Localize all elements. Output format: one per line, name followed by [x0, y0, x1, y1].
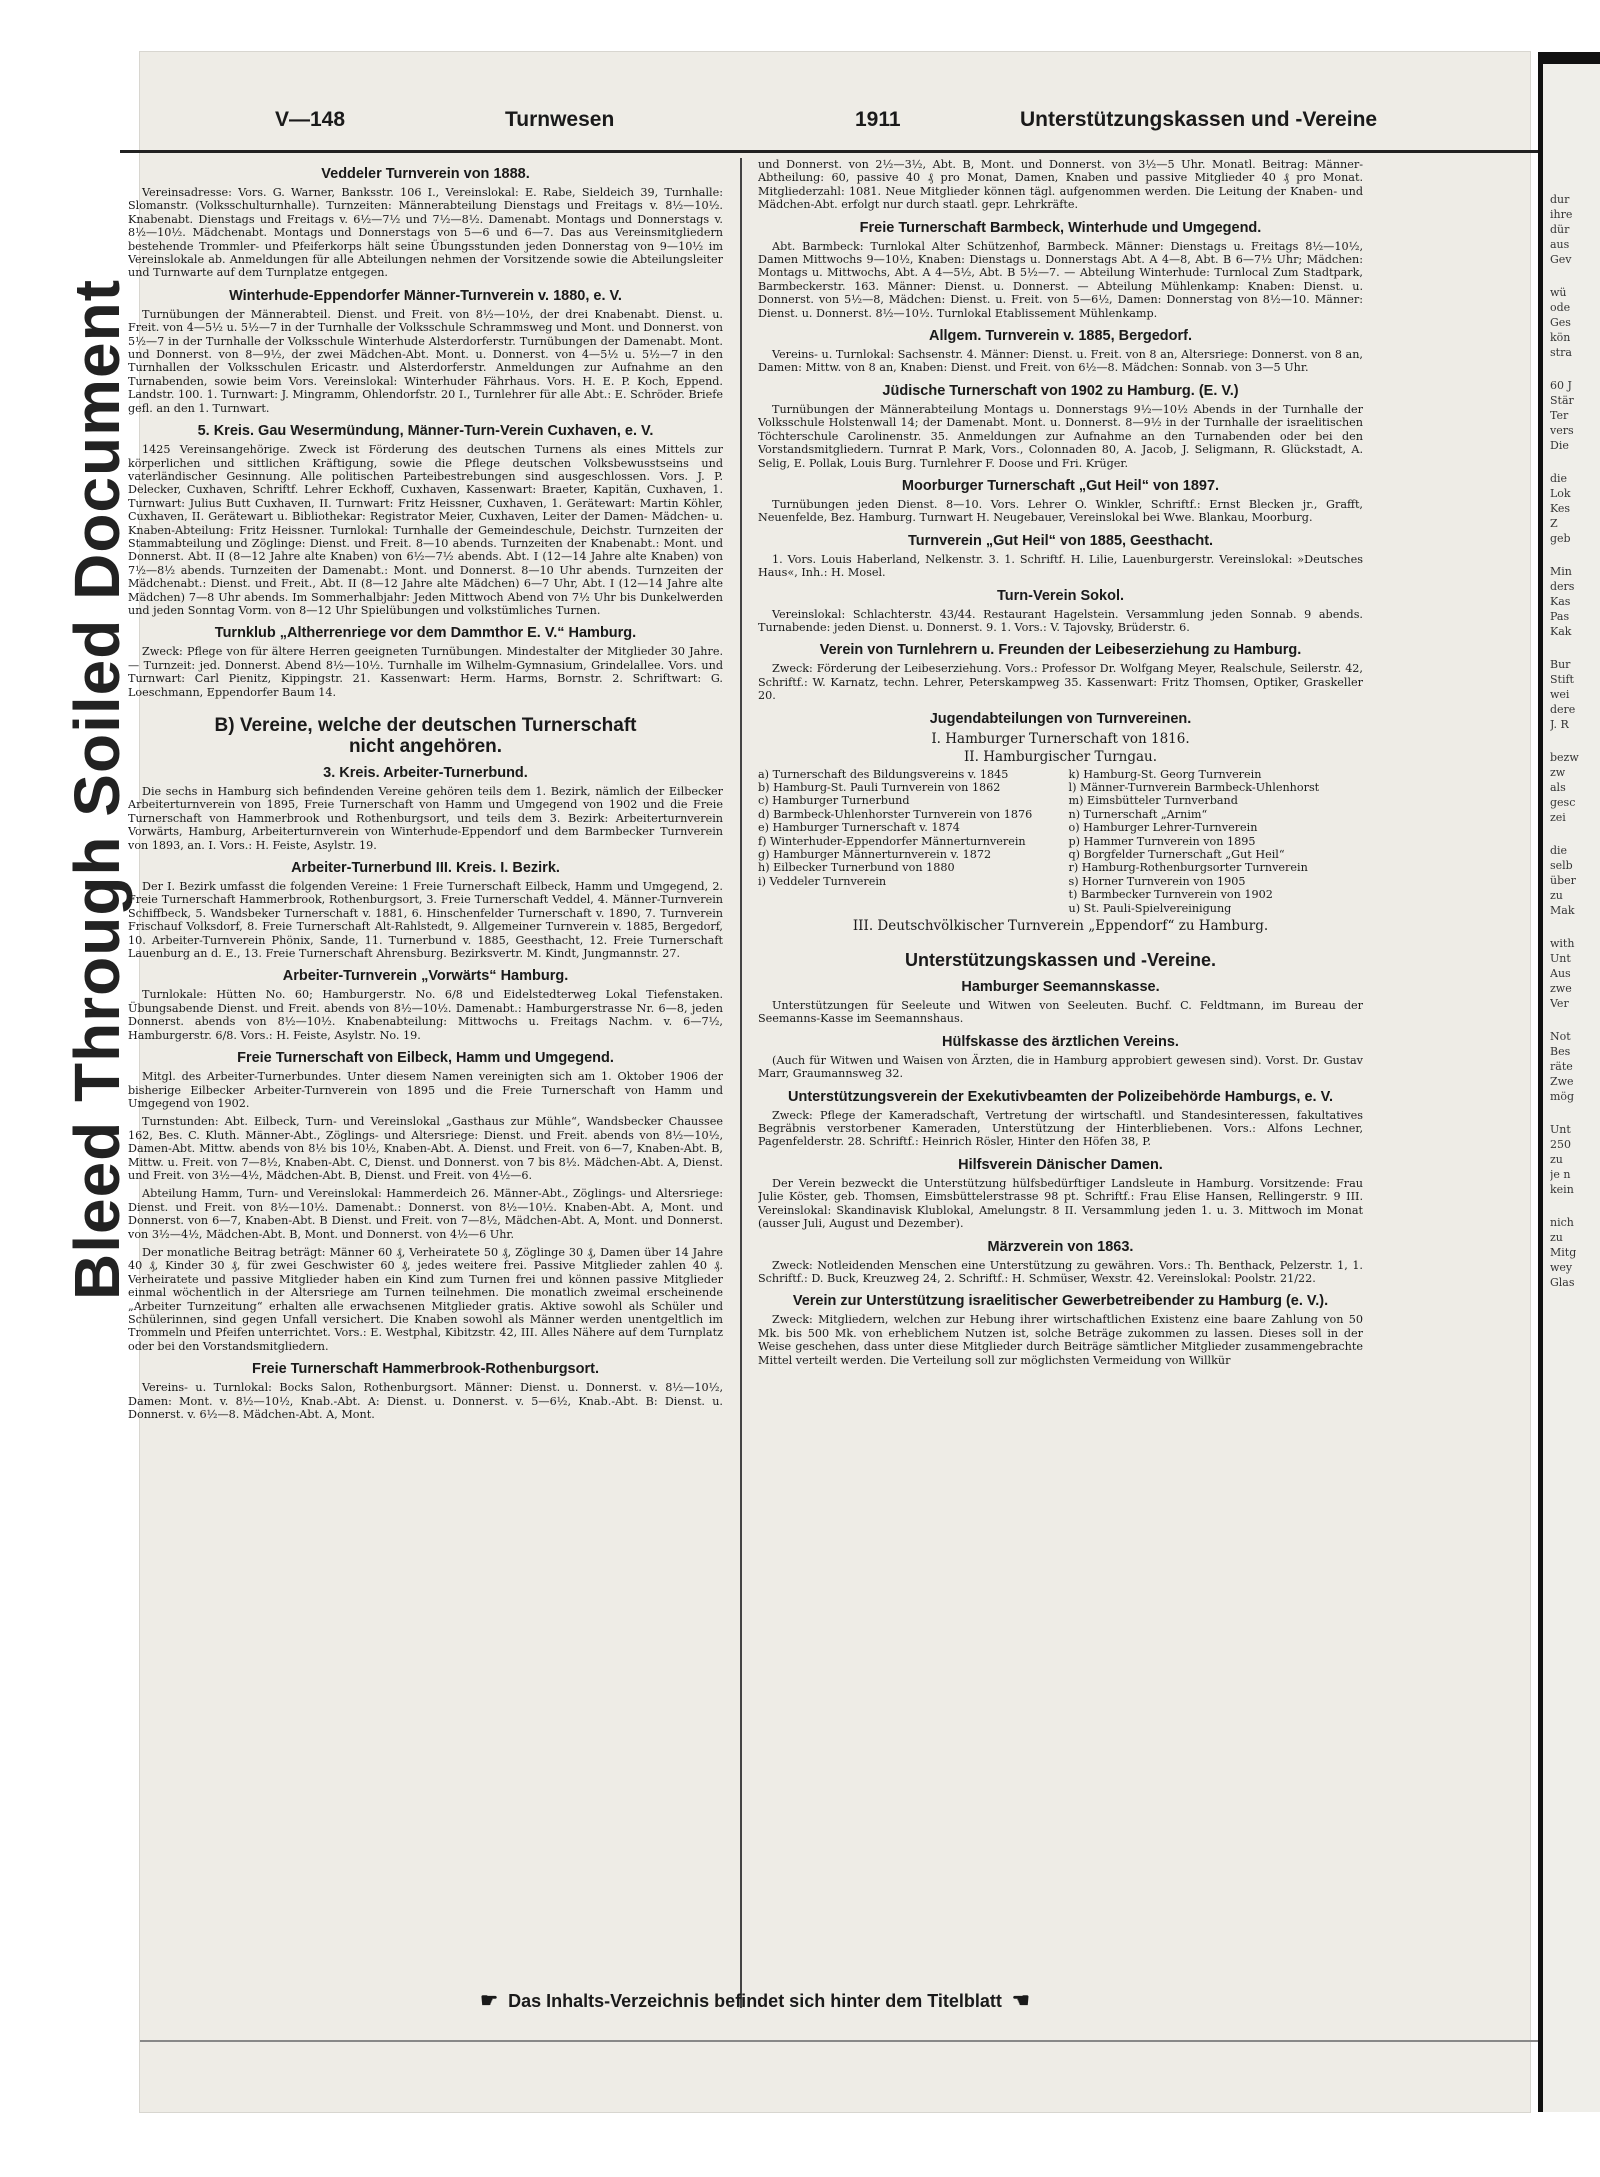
list-item: i) Veddeler Turnverein: [758, 874, 887, 888]
list-item: h) Eilbecker Turnerbund von 1880: [758, 861, 955, 875]
strip-word: zu: [1550, 889, 1563, 902]
seemann-title: Hamburger Seemannskasse.: [961, 979, 1160, 996]
list-item: e) Hamburger Turnerschaft v. 1874: [758, 821, 960, 835]
juedische-title: Jüdische Turnerschaft von 1902 zu Hamburg. (E. V.): [882, 382, 1239, 399]
strip-word: Glas: [1550, 1276, 1575, 1289]
bottom-rule: [140, 2040, 1580, 2042]
strip-word: ihre: [1550, 208, 1573, 221]
strip-word: geb: [1550, 532, 1571, 545]
bergedorf-title: Allgem. Turnverein v. 1885, Bergedorf.: [929, 328, 1192, 345]
header-rule: [120, 150, 1585, 153]
continuation-text: und Donnerst. von 2½—3½, Abt. B, Mont. und Donnerst. von 3½—5 Uhr. Monatl. Beitrag: Männer-Abtheilung: 60, passive 40 ₰ pro Monat, Damen, Knaben und passive Mitglieder 40 ₰ pro Monat. Mitgliederzahl: 1081. Neue Mitglieder können tägl. aufgenommen werden. Die Leitung der Knaben- und Mädchen-Abt. erfolgt nur durch staatl. gepr. Lehrkräfte.: [758, 158, 1363, 212]
strip-word: zwe: [1550, 982, 1572, 995]
jugend-line2: II. Hamburgischer Turngau.: [963, 748, 1158, 765]
dammthor-title: Turnklub „Altherrenriege vor dem Dammthor E. V.“ Hamburg.: [214, 625, 637, 642]
strip-word: ode: [1550, 301, 1571, 314]
bergedorf-text: Vereins- u. Turnlokal: Sachsenstr. 4. Männer: Dienst. u. Freit. von 8 an, Altersriege: Donnerst. von 8 an, Damen: Mittw. von 8 an, Knaben: Dienst. und Freit. von 6½—8. Mädchen: Sonnab. von 3—5 Uhr.: [758, 348, 1363, 375]
topic-title: Unterstützungskassen und -Vereine: [1020, 108, 1378, 131]
veddeler-text: Vereinsadresse: Vors. G. Warner, Banksstr. 106 I., Vereinslokal: E. Rabe, Sieldeich 39, Turnhalle: Slomanstr. (Volksschulturnhalle). Turnzeiten: Männerabteilung Dienstags und Freitags v. 8½—10½. Knabenabt. Dienstags und Freitags v. 6½—7½ und 7½—8½. Damenabt. Montags und Donnerstags v. 8½—10½. Mädchenabt. Montags und Donnerstags von 5—6 und 6—7. Das aus Vereinsmitgliedern bestehende Trommler- und Pfeiferkorps hält seine Übungsstunden jeden Donnerstag von 9—10½ im Vereinslokale ab. Anmeldungen für alle Abteilungen nehmen der Vorsitzende sowie die Abteilungsleiter und Turnwarte auf dem Turnplatze entgegen.: [128, 186, 723, 280]
veddeler-title: Veddeler Turnverein von 1888.: [321, 166, 530, 182]
geesthacht-title: Turnverein „Gut Heil“ von 1885, Geesthacht.: [907, 532, 1214, 549]
vorwaerts-text: Turnlokale: Hütten No. 60; Hamburgerstr. No. 6/8 und Eidelstedterweg Lokal Tiefenstaken. Übungsabende Dienst. und Freit. abends von 8½—10½. Damenabt.: Hamburgerstrasse Nr. 6—8, jeden Donnerst. abends von 8½—10½. Knabenabteilung: Mittwochs u. Freitags Nachm. v. 6—7½, Hamburgerstr. 6/8. Vors.: H. Feiste, Asylstr. No. 19.: [128, 988, 723, 1042]
adjacent-page-strip: [1538, 52, 1600, 2112]
strip-word: 250: [1550, 1138, 1571, 1151]
left-column: [128, 158, 723, 2008]
strip-word: als: [1550, 781, 1566, 794]
strip-word: nich: [1550, 1216, 1574, 1229]
strip-word: die: [1550, 472, 1568, 485]
bezirk-title: Arbeiter-Turnerbund III. Kreis. I. Bezirk.: [291, 860, 560, 877]
strip-word: vers: [1550, 424, 1574, 437]
aerzte-text: (Auch für Witwen und Waisen von Ärzten, die in Hamburg approbiert gewesen sind). Vorst. Dr. Gustav Marr, Graumannsweg 32.: [758, 1053, 1363, 1081]
strip-word: with: [1550, 937, 1575, 950]
sokol-text: Vereinslokal: Schlachterstr. 43/44. Restaurant Hagelstein. Versammlung jeden Sonnab. 9 abends. Turnabende: jeden Dienst. u. Donnerst. 9. 1. Vors.: V. Tajovsky, Brüderstr. 6.: [758, 607, 1363, 634]
strip-word: zei: [1550, 811, 1566, 824]
list-item: f) Winterhuder-Eppendorfer Männerturnverein: [758, 834, 1026, 848]
page-number: V—148: [275, 108, 346, 131]
strip-word: wei: [1550, 688, 1570, 701]
column-divider: [740, 158, 742, 2008]
strip-word: kein: [1550, 1183, 1574, 1196]
right-column: [758, 158, 1363, 2008]
section-b-title-line2: nicht angehören.: [348, 736, 503, 757]
strip-word: Die: [1550, 439, 1569, 452]
strip-word: aus: [1550, 238, 1570, 251]
list-item: c) Hamburger Turnerbund: [758, 794, 910, 808]
strip-word: Kes: [1550, 502, 1571, 515]
strip-word: über: [1550, 874, 1576, 887]
seemann-text: Unterstützungen für Seeleute und Witwen von Seeleuten. Buchf. C. Feldtmann, im Bureau der Seemanns-Kasse im Seemannshaus.: [758, 999, 1363, 1026]
strip-top-bar: [1538, 52, 1600, 64]
dammthor-text: Zweck: Pflege von für ältere Herren geeigneten Turnübungen. Mindestalter der Mitglieder 30 Jahre. — Turnzeit: jed. Donnerst. Abend 8½—10½. Turnhalle im Wilhelm-Gymnasium, Grindelallee. Vors. und Turnwart: Carl Pienitz, Kippingstr. 21. Kassenwart: Herm. Harms, Bornstr. 2. Schriftwart: G. Loeschmann, Eppendorfer Baum 14.: [128, 645, 723, 699]
daenisch-title: Hilfsverein Dänischer Damen.: [958, 1156, 1163, 1173]
strip-word: gesc: [1550, 796, 1576, 809]
pointing-hand-left-icon: ☚: [1011, 1990, 1030, 2012]
strip-word: dur: [1550, 193, 1570, 206]
strip-word: dür: [1550, 223, 1570, 236]
strip-word: stra: [1550, 346, 1572, 359]
strip-word: bezw: [1550, 751, 1579, 764]
daenisch-text: Der Verein bezweckt die Unterstützung hülfsbedürftiger Landsleute in Hamburg. Vorsitzende: Frau Julie Köster, geb. Thomsen, Eimsbüttelerstrasse 98 pt. Schriftf.: Frau Elise Hansen, Rellingerstr. 9 III. Vereinslokal: Skandinavisk Klublokal, Amelungstr. 8 II. Versammlung jeden 1. u. 3. Mittwoch im Monat (ausser Juli, August und Dezember).: [758, 1176, 1363, 1231]
strip-word: Mak: [1550, 904, 1575, 917]
eilbeck-p3: Abteilung Hamm, Turn- und Vereinslokal: Hammerdeich 26. Männer-Abt., Zöglings- und Altersriege: Dienst. und Freit. von 8½—10½. Damenabt.: Donnerst. von 8½—10½. Knaben-Abt. A, Mont. und Donnerst. von 6—7, Knaben-Abt. B Dienst. und Freit. von 7—8½, Mädchen-Abt. A, Mont. und Donnerst. von 3½—4½, Mädchen-Abt. B, Mont. und Donnerst. von 4½—6 Uhr.: [128, 1187, 723, 1241]
eilbeck-p2: Turnstunden: Abt. Eilbeck, Turn- und Vereinslokal „Gasthaus zur Mühle“, Wandsbecker Chaussee 162, Bes. C. Kluth. Männer-Abt., Zöglings- und Altersriege: Dienst. und Freit. abends von 8½—10½, Damen-Abt. Mittw. abends von 8½ bis 10½, Knaben-Abt. A. Dienst. und Freit. von 6—7, Knaben-Abt. B, Mittw. u. Freit. von 7—8½, Knaben-Abt. C, Dienst. und Donnerst. von 7 bis 8½. Mädchen-Abt. A, Dienst. und Freit. von 3½—4½, Mädchen-Abt. B, Dienst. und Freit. von 4½—6.: [128, 1115, 723, 1182]
geesthacht-text: 1. Vors. Louis Haberland, Nelkenstr. 3. 1. Schriftf. H. Lilie, Lauenburgerstr. Vereinslokal: »Deutsches Haus«, Inh.: H. Mosel.: [758, 552, 1363, 580]
list-item: u) St. Pauli-Spielvereinigung: [1068, 901, 1232, 915]
hammerbrook-text: Vereins- u. Turnlokal: Bocks Salon, Rothenburgsort. Männer: Dienst. u. Donnerst. v. 8½—10½, Damen: Mont. v. 8½—10½, Knab.-Abt. A: Dienst. u. Donnerst. v. 5—6½, Knab.-Abt. B: Dienst. u. Donnerst. v. 6½—8. Mädchen-Abt. A, Mont.: [128, 1381, 723, 1422]
eilbeck-title: Freie Turnerschaft von Eilbeck, Hamm und Umgegend.: [237, 1050, 614, 1067]
jugend-list-left: [758, 768, 1053, 915]
section-b-title-line1: B) Vereine, welche der deutschen Turnerschaft: [214, 715, 637, 736]
margin-label: Bleed Through Soiled Document: [61, 278, 133, 1300]
maerz-title: Märzverein von 1863.: [987, 1238, 1134, 1255]
strip-word: Aus: [1550, 967, 1571, 980]
strip-word: wey: [1550, 1261, 1573, 1274]
list-item: g) Hamburger Männerturnverein v. 1872: [758, 848, 992, 861]
maerz-text: Zweck: Notleidenden Menschen eine Unterstützung zu gewähren. Vors.: Th. Benthack, Pelzerstr. 1, 1. Schriftf.: D. Buck, Kreuzweg 24, 2. Schriftf.: H. Schmüser, Wexstr. 42. Vereinslokal: Poolstr. 21/22.: [758, 1258, 1363, 1285]
section-title: Turnwesen: [505, 108, 615, 131]
bezirk-text: Der I. Bezirk umfasst die folgenden Vereine: 1 Freie Turnerschaft Eilbeck, Hamm und Umgegend, 2. Freie Turnerschaft Hammerbrook, Rothenburgsort, 3. Freie Turnerschaft Veddel, 4. Männer-Turnverein Schiffbeck, 5. Wandsbeker Turnerschaft v. 1881, 6. Hinschenfelder Turnerschaft v. 1890, 7. Turnverein Frischauf Volksdorf, 8. Freie Turnerschaft Alt-Rahlstedt, 9. Allgemeiner Turnverein v. 1885, Bergedorf, 10. Arbeiter-Turnverein Phönix, Sande, 11. Turnerbund v. 1885, Geesthacht, 12. Freie Turnerschaft Lauenburg an d. E., 13. Freie Turnerschaft Ahrensburg. Bezirksvertr. M. Kindt, Jungmannstr. 27.: [128, 880, 723, 961]
moorburg-text: Turnübungen jeden Dienst. 8—10. Vors. Lehrer O. Winkler, Schriftf.: Ernst Blecken jr., Grafft, Neuenfelde, Bez. Hamburg. Turnwart H. Neugebauer, Vereinslokal bei Wwe. Blankau, Moorburg.: [758, 497, 1363, 525]
list-item: p) Hammer Turnverein von 1895: [1068, 834, 1256, 848]
vorwaerts-title: Arbeiter-Turnverein „Vorwärts“ Hamburg.: [282, 968, 569, 985]
strip-word: selb: [1550, 859, 1573, 872]
strip-word: Min: [1550, 565, 1572, 578]
list-item: o) Hamburger Lehrer-Turnverein: [1068, 821, 1258, 835]
strip-word: zu: [1550, 1153, 1563, 1166]
section-b-kreis: 3. Kreis. Arbeiter-Turnerbund.: [323, 765, 528, 781]
strip-word: Gev: [1550, 253, 1572, 266]
strip-word: Kak: [1550, 625, 1572, 638]
winterhude-title: Winterhude-Eppendorfer Männer-Turnverein v. 1880, e. V.: [229, 287, 622, 304]
strip-word: ders: [1550, 580, 1575, 593]
strip-word: kön: [1550, 331, 1571, 344]
strip-word: Bes: [1550, 1045, 1571, 1058]
strip-word: zu: [1550, 1231, 1563, 1244]
eilbeck-p1: Mitgl. des Arbeiter-Turnerbundes. Unter diesem Namen vereinigten sich am 1. Oktober 1906 der bisherige Eilbecker Arbeiter-Turnverein von 1895 und die Freie Turnerschaft von Hamm und Umgegend von 1902.: [128, 1070, 723, 1110]
cuxhaven-text: 1425 Vereinsangehörige. Zweck ist Förderung des deutschen Turnens als eines Mittels zur körperlichen und sittlichen Kräftigung, sowie die Pflege deutschen Volksbewusstseins und vaterländischer Gesinnung. Alle politischen Parteibestrebungen sind ausgeschlossen. Vors. J. P. Delecker, Cuxhaven, Schriftf. Lehrer Eckhoff, Cuxhaven, Kassenwart: Braeter, Kapitän, Cuxhaven, 1. Turnwart: Julius Butt Cuxhaven, II. Turnwart: Fritz Heissner, Cuxhaven, 1. Gerätewart: Martin Köhler, Cuxhaven, II. Gerätewart u. Bibliothekar: Registrator Meier, Cuxhaven, Leiter der Damen- Mädchen- u. Knaben-Abteilung: Fritz Heissner. Turnlokal: Turnhalle der Gemeindeschule, Deichstr. Turnzeiten der Stammabteilung und Zöglinge: Dienst. und Freit. 8—10 abends. Turnzeiten der Knabenabt.: Mont. und Donnerst. Abt. II (8—12 Jahre alte Knaben) von 6½—7½ abends. Abt. I (12—14 Jahre alte Knaben) von 7½—8½ abends. Turnzeiten der Damenabt.: Mont. und Donnerst. 8—10 Uhr abends. Turnzeiten der Mädchenabt.: Dienst. und Freit., Abt. II (8—12 Jahre alte Mädchen) 6—7 Uhr, Abt. I (12—14 Jahre alte Mädchen) 7—8 Uhr abends. Im Sommerhalbjahr: Jeden Mittwoch Abend von 7½ Uhr bis Dunkelwerden und jeden Sonntag Vorm. von 8—12 Uhr Spielübungen und volkstümliches Turnen.: [128, 443, 723, 617]
list-item: t) Barmbecker Turnverein von 1902: [1068, 888, 1273, 902]
list-item: n) Turnerschaft „Arnim“: [1068, 807, 1208, 821]
list-item: b) Hamburg-St. Pauli Turnverein von 1862: [758, 780, 1001, 794]
israel-title: Verein zur Unterstützung israelitischer Gewerbetreibender zu Hamburg (e. V.).: [792, 1293, 1329, 1310]
jugend-line1: I. Hamburger Turnerschaft von 1816.: [931, 730, 1190, 747]
strip-word: Not: [1550, 1030, 1571, 1043]
sokol-title: Turn-Verein Sokol.: [996, 587, 1125, 604]
jugend-line3: III. Deutschvölkischer Turnverein „Eppendorf“ zu Hamburg.: [852, 918, 1269, 935]
year: 1911: [855, 108, 901, 131]
strip-word: Ter: [1550, 409, 1569, 422]
strip-edge-bar: [1538, 52, 1543, 2112]
strip-word: Zwe: [1550, 1075, 1574, 1088]
strip-words: [1550, 192, 1598, 1308]
pointing-hand-right-icon: ☛: [480, 1990, 499, 2012]
list-item: l) Männer-Turnverein Barmbeck-Uhlenhorst: [1068, 780, 1320, 794]
list-item: s) Horner Turnverein von 1905: [1068, 874, 1246, 888]
jugend-list: [758, 768, 1363, 915]
strip-word: Z: [1550, 517, 1558, 530]
strip-word: zw: [1550, 766, 1566, 779]
strip-word: Bur: [1550, 658, 1571, 671]
winterhude-text: Turnübungen der Männerabteil. Dienst. und Freit. von 8½—10½, der drei Knabenabt. Dienst. u. Freit. von 4—5½ u. 5½—7 in der Turnhalle der Volksschule Schrammsweg und Mont. und Donnerst. von 5½—7 in der Turnhalle der Volksschule Winterhude Alsterdorferstr. Turnübungen der Damenabt. Mont. und Donnerst. von 8—9½, der zwei Mädchen-Abt. Mont. u. Donnerst. von 4—5½ u. 5½—7 in den Turnhallen der Volksschulen Ericastr. und Alsterdorferstr. Anmeldungen zur Aufnahme an den Turnabenden, sowie beim Vors. Vereinslokal: Winterhuder Fährhaus. Vors. H. E. P. Koch, Eppend. Landstr. 100. 1. Turnwart: J. Mingramm, Ohlendorfstr. 20 I., Turnlehrer für alle Abt.: E. Schröder. Briefe gefl. an den 1. Turnwart.: [128, 307, 723, 415]
strip-word: dere: [1550, 703, 1576, 716]
strip-word: räte: [1550, 1060, 1573, 1073]
strip-word: mög: [1550, 1090, 1575, 1103]
strip-word: Lok: [1550, 487, 1571, 500]
strip-word: Unt: [1550, 952, 1571, 965]
turnlehrer-title: Verein von Turnlehrern u. Freunden der Leibeserziehung zu Hamburg.: [819, 642, 1302, 659]
hammerbrook-title: Freie Turnerschaft Hammerbrook-Rothenburgsort.: [252, 1361, 599, 1378]
strip-word: 60 J: [1550, 379, 1572, 392]
section-b-text: Die sechs in Hamburg sich befindenden Vereine gehören teils dem 1. Bezirk, nämlich der Eilbecker Arbeiterturnverein von 1895, Freie Turnerschaft von Hamm und Umgegend von 1902 und die Freie Turnerschaft von Hammerbrook und Rothenburgsort, und teils dem 3. Bezirk: Arbeiterturnverein Vorwärts, Hamburg, Arbeiterturnverein von Winterhude-Eppendorf und dem Barmbecker Turnverein von 1893, an. I. Vors.: H. Feiste, Asylstr. 19.: [128, 785, 723, 852]
strip-word: Stift: [1550, 673, 1574, 686]
strip-word: je n: [1550, 1168, 1571, 1181]
juedische-text: Turnübungen der Männerabteilung Montags u. Donnerstags 9½—10½ Abends in der Turnhalle der Volksschule Holstenwall 14; der Damenabt. Mont. u. Donnerst. 8—9½ in der Turnhalle der israelitischen Töchterschule Carolinenstr. 35. Anmeldungen zur Aufnahme an den Turnabenden oder bei den Vorstandsmitgliedern. Turnrat P. Mark, Vors., Colonnaden 80, A. Jacob, J. Seligmann, R. Glückstadt, A. Selig, E. Pollak, Louis Burg. Turnlehrer F. Doose und Fri. Krüger.: [758, 402, 1363, 470]
footer-text: Das Inhalts-Verzeichnis befindet sich hinter dem Titelblatt: [508, 1991, 1002, 2011]
unterstuetzung-heading: Unterstützungskassen und -Vereine.: [904, 950, 1217, 971]
strip-word: Ver: [1550, 997, 1569, 1010]
strip-word: Ges: [1550, 316, 1571, 329]
polizei-text: Zweck: Pflege der Kameradschaft, Vertretung der wirtschaftl. und Standesinteressen, fakultatives Begräbnis verstorbener Kameraden, Unterstützung der Hinterbliebenen. Vors.: Alfons Lechner, Pagenfelderstr. 28. Schriftf.: Heinrich Rösler, Hinter den Höfen 38, P.: [758, 1108, 1363, 1149]
list-item: a) Turnerschaft des Bildungsvereins v. 1845: [758, 767, 1009, 781]
strip-word: Mitg: [1550, 1246, 1577, 1259]
running-head: [135, 108, 1570, 144]
strip-word: J. R: [1550, 718, 1569, 731]
barmbeck-text: Abt. Barmbeck: Turnlokal Alter Schützenhof, Barmbeck. Männer: Dienstags u. Freitags 8½—10½, Damen Mittwochs 9—10½, Knaben: Dienstags u. Donnerstags Abt. A 4—8, Abt. B 6—7½ Uhr; Mädchen: Montags u. Mittwochs, Abt. A 4—5½, Abt. B 5½—7. — Abteilung Winterhude: Turnlocal Zum Stadtpark, Barmbeckerstr. 163. Männer: Dienst. u. Donnerst. — Abteilung Mühlenkamp: Knaben: Dienst. u. Donnerst. von 5½—8, Mädchen: Dienst. u. Freit. von 5—6½, Damen: Donnerstag von 8½—10. Männer: Dienst. u. Donnerst. 8½—10½. Turnlokal Etablissement Mühlenkamp.: [758, 239, 1363, 320]
jugend-list-right: [1069, 768, 1364, 915]
turnlehrer-text: Zweck: Förderung der Leibeserziehung. Vors.: Professor Dr. Wolfgang Meyer, Realschule, Seilerstr. 42, Schriftf.: W. Karnatz, techn. Lehrer, Peterskampweg 35. Kassenwart: Fritz Thomsen, Optiker, Graskeller 20.: [758, 662, 1363, 703]
moorburg-title: Moorburger Turnerschaft „Gut Heil“ von 1897.: [901, 477, 1220, 494]
list-item: q) Borgfelder Turnerschaft „Gut Heil“: [1068, 848, 1285, 861]
list-item: r) Hamburg-Rothenburgsorter Turnverein: [1068, 861, 1308, 875]
list-item: k) Hamburg-St. Georg Turnverein: [1068, 767, 1262, 781]
footer-note: [180, 1988, 1330, 2014]
polizei-title: Unterstützungsverein der Exekutivbeamten der Polizeibehörde Hamburgs, e. V.: [788, 1088, 1333, 1105]
strip-word: Stär: [1550, 394, 1574, 407]
list-item: m) Eimsbütteler Turnverband: [1068, 794, 1238, 808]
jugend-title: Jugendabteilungen von Turnvereinen.: [929, 710, 1192, 727]
cuxhaven-title: 5. Kreis. Gau Wesermündung, Männer-Turn-Verein Cuxhaven, e. V.: [197, 423, 654, 440]
strip-word: Unt: [1550, 1123, 1571, 1136]
strip-word: Kas: [1550, 595, 1571, 608]
israel-text: Zweck: Mitgliedern, welchen zur Hebung ihrer wirtschaftlichen Existenz eine baare Zahlung von 50 Mk. bis 500 Mk. von erheblichem Nutzen ist, solche Beträge zukommen zu lassen. Dieses soll in der Weise geschehen, dass unter diese Mitglieder durch Beiträge sämtlicher Mitglieder zusammengebrachte Mittel verteilt werden. Die Verteilung soll zur möglichsten Vermeidung von Willkür: [758, 1313, 1363, 1367]
list-item: d) Barmbeck-Uhlenhorster Turnverein von 1876: [758, 807, 1033, 821]
strip-word: Pas: [1550, 610, 1570, 623]
strip-word: wü: [1550, 286, 1567, 299]
eilbeck-p4: Der monatliche Beitrag beträgt: Männer 60 ₰, Verheiratete 50 ₰, Zöglinge 30 ₰, Damen über 14 Jahre 40 ₰, Kinder 30 ₰, für zwei Geschwister 60 ₰, jedes weitere frei. Passive Mitglieder zahlen 40 ₰. Verheiratete und passive Mitglieder haben ein Kind zum Turnen frei und können passive Mitglieder einmal wöchentlich in der Altersriege am Turnen teilnehmen. Die monatlich zweimal erscheinende „Arbeiter Turnzeitung“ erhalten alle erwachsenen Mitglieder gratis. Aktive sowohl als Schüler und Schülerinnen, sind gegen Unfall versichert. Die Knaben sowohl als Männer werden unentgeltlich im Trommeln und Pfeifen unterrichtet. Vors.: E. Westphal, Kibitzstr. 42, III. Alles Nähere auf dem Turnplatz oder bei den Vorstandsmitgliedern.: [128, 1245, 723, 1353]
aerzte-title: Hülfskasse des ärztlichen Vereins.: [942, 1033, 1179, 1050]
strip-word: die: [1550, 844, 1568, 857]
barmbeck-title: Freie Turnerschaft Barmbeck, Winterhude und Umgegend.: [859, 219, 1262, 236]
